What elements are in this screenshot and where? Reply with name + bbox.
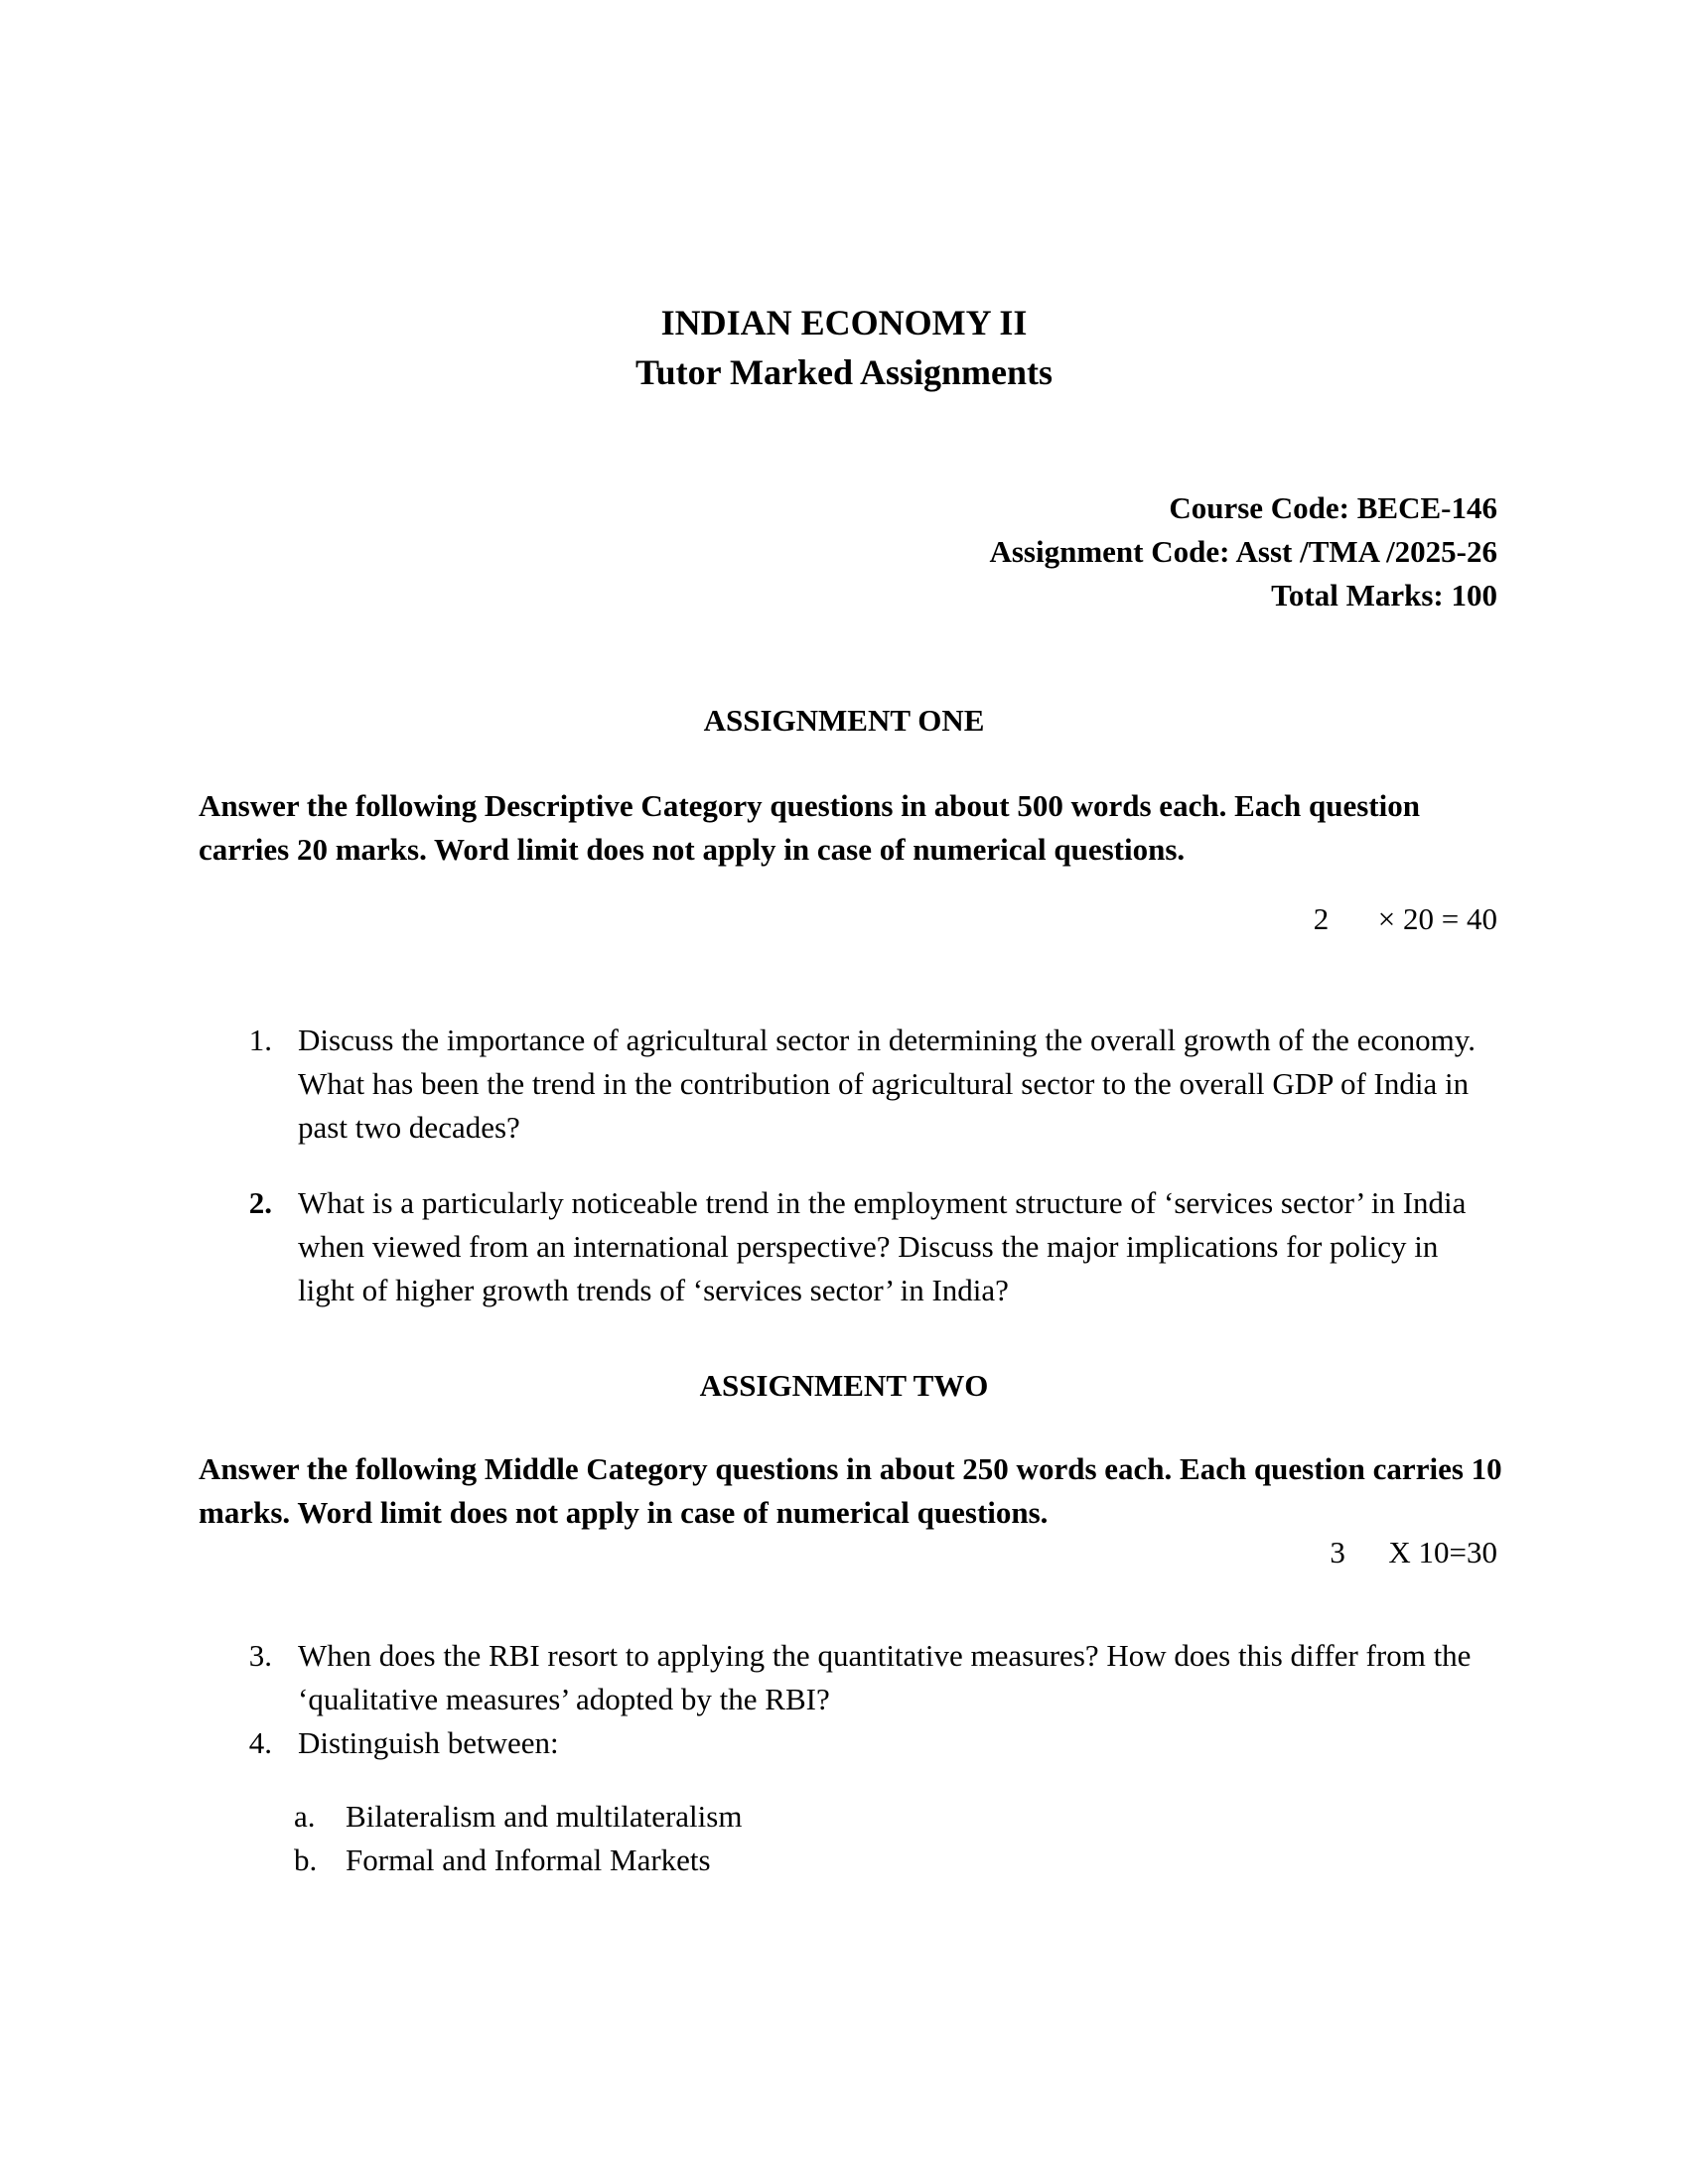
assignment-one-instruction: Answer the following Descriptive Category questions in about 500 words each. Each question carries 20 marks. Word limit does not apply in case of numerical questions. xyxy=(199,788,1420,867)
question-1 xyxy=(242,1019,1493,1150)
question-number: 1. xyxy=(248,1023,272,1057)
document-subtitle: Tutor Marked Assignments xyxy=(634,352,1054,392)
sub-item-letter: b. xyxy=(294,1843,318,1877)
document-title: INDIAN ECONOMY II xyxy=(660,303,1028,342)
question-text: Distinguish between: xyxy=(298,1725,559,1760)
sub-item-letter: a. xyxy=(294,1799,316,1834)
assignment-one-marks xyxy=(1314,899,1497,939)
assignment-two-heading: ASSIGNMENT TWO xyxy=(699,1368,989,1403)
marks-formula: × 20 = 40 xyxy=(1377,901,1497,936)
total-marks: Total Marks: 100 xyxy=(1271,578,1497,613)
question-4 xyxy=(242,1721,1493,1765)
question-number: 2. xyxy=(248,1185,272,1220)
assignment-two-instruction: Answer the following Middle Category questions in about 250 words each. Each question carries 10 marks. Word limit does not apply in case of numerical questions. xyxy=(199,1451,1502,1530)
marks-count: 2 xyxy=(1313,901,1330,936)
sub-item-text: Bilateralism and multilateralism xyxy=(346,1799,743,1834)
sub-item-text: Formal and Informal Markets xyxy=(346,1843,711,1877)
marks-formula: X 10=30 xyxy=(1388,1535,1497,1570)
course-code: Course Code: BECE-146 xyxy=(1169,490,1497,525)
title-block xyxy=(0,298,1688,397)
question-2 xyxy=(242,1181,1493,1312)
question-3 xyxy=(242,1634,1493,1721)
sub-item-a xyxy=(294,1795,1485,1839)
assignment-codes xyxy=(989,486,1497,617)
question-number: 4. xyxy=(248,1725,272,1760)
assignment-code: Assignment Code: Asst /TMA /2025-26 xyxy=(989,534,1497,569)
sub-item-b xyxy=(294,1839,1485,1882)
question-text: When does the RBI resort to applying the quantitative measures? How does this differ from the ‘qualitative measures’ adopted by the RBI? xyxy=(298,1638,1472,1716)
question-text: Discuss the importance of agricultural sector in determining the overall growth of the economy. What has been the trend in the contribution of agricultural sector to the overall GDP of India in past two decades? xyxy=(298,1023,1476,1145)
assignment-one-heading: ASSIGNMENT ONE xyxy=(703,703,985,738)
question-number: 3. xyxy=(248,1638,272,1673)
assignment-two-marks xyxy=(1330,1533,1497,1572)
marks-count: 3 xyxy=(1330,1535,1345,1570)
question-text: What is a particularly noticeable trend in the employment structure of ‘services sector’ in India when viewed from an international perspective? Discuss the major implications for policy in light of higher growth trends of ‘services sector’ in India? xyxy=(298,1185,1467,1307)
